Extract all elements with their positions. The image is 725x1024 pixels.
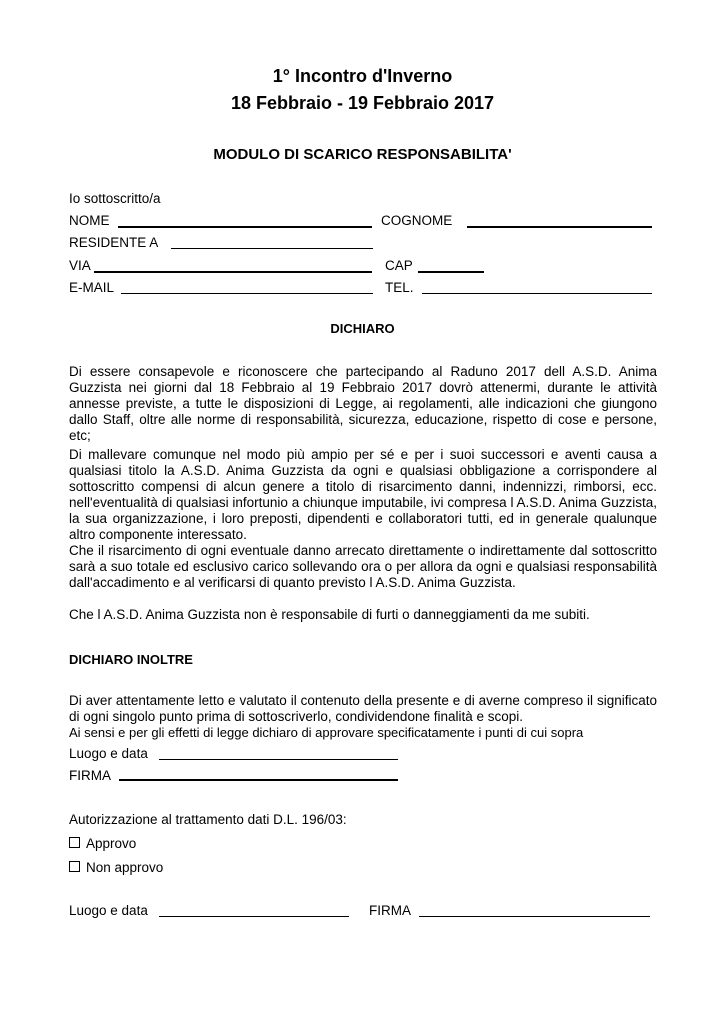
- email-label: E-MAIL: [69, 280, 115, 295]
- approvo-checkbox[interactable]: [69, 837, 80, 848]
- declaration2-paragraph-1: Di aver attentamente letto e valutato il contenuto della presente e di averne compreso il significato di ogni singolo punto prima di sottoscriverlo, condividendone finalità e scopi.: [69, 693, 657, 724]
- luogo-data-label-2: Luogo e data: [69, 903, 148, 918]
- email-field[interactable]: [121, 293, 373, 294]
- intro-label: Io sottoscritto/a: [69, 191, 161, 206]
- firma-label-1: FIRMA: [69, 768, 111, 783]
- approvo-label: Approvo: [86, 836, 137, 851]
- nome-field[interactable]: [118, 226, 372, 228]
- dichiaro-heading: DICHIARO: [330, 321, 395, 336]
- declaration2-paragraph-2: Ai sensi e per gli effetti di legge dichiaro di approvare specificatamente i punti di cui sopra: [69, 725, 584, 740]
- declaration-paragraph-2: Di mallevare comunque nel modo più ampio per sé e per i suoi successori e aventi causa a qualsiasi titolo la A.S.D. Anima Guzzista da ogni e qualsiasi obbligazione a corrispondere al sottoscritto compensi di alcun genere a titolo di risarcimento danni, indennizzi, rimborsi, ecc. nell'eventualità di qualsiasi infortunio a chiunque imputabile, ivi compresa l A.S.D. Anima Guzzista, la sua organizzazione, i loro preposti, dipendenti e collaboratori tutti, ed in generale qualunque altro componente interessato.: [69, 447, 657, 542]
- residente-field[interactable]: [171, 248, 373, 249]
- form-title: MODULO DI SCARICO RESPONSABILITA': [213, 146, 512, 163]
- non-approvo-label: Non approvo: [86, 860, 164, 875]
- approvo-option[interactable]: [69, 836, 136, 852]
- luogo-data-field-1[interactable]: [159, 759, 398, 760]
- non-approvo-option[interactable]: [69, 860, 163, 876]
- title-event: 1° Incontro d'Inverno: [272, 66, 453, 86]
- firma-field-2[interactable]: [419, 916, 650, 917]
- cap-label: CAP: [385, 258, 413, 273]
- nome-label: NOME: [69, 213, 110, 228]
- luogo-data-label-1: Luogo e data: [69, 746, 148, 761]
- declaration-paragraph-1: Di essere consapevole e riconoscere che partecipando al Raduno 2017 dell A.S.D. Anima Guzzista nei giorni dal 18 Febbraio al 19 Febbraio 2017 dovrò attenermi, durante le attività annesse previste, a tutte le disposizioni di Legge, ai regolamenti, alle indicazioni che giungono dallo Staff, oltre alle norme di responsabilità, sicurezza, educazione, rispetto di cose e persone, etc;: [69, 364, 657, 443]
- residente-label: RESIDENTE A: [69, 235, 159, 250]
- cap-field[interactable]: [418, 271, 484, 273]
- cognome-field[interactable]: [467, 226, 652, 228]
- via-label: VIA: [69, 258, 91, 273]
- dichiaro-inoltre-heading: DICHIARO INOLTRE: [69, 652, 193, 667]
- declaration-paragraph-3: Che il risarcimento di ogni eventuale danno arrecato direttamente o indirettamente dal sottoscritto sarà a suo totale ed esclusivo carico sollevando ora o per allora da ogni e qualsiasi responsabilità dall'accadimento e al verificarsi di quanto previsto l A.S.D. Anima Guzzista.: [69, 543, 657, 590]
- via-field[interactable]: [94, 271, 372, 273]
- title-dates: 18 Febbraio - 19 Febbraio 2017: [230, 93, 495, 113]
- privacy-label: Autorizzazione al trattamento dati D.L. 196/03:: [69, 812, 347, 827]
- luogo-data-field-2[interactable]: [159, 916, 349, 917]
- cognome-label: COGNOME: [381, 213, 453, 228]
- firma-label-2: FIRMA: [369, 903, 411, 918]
- non-approvo-checkbox[interactable]: [69, 861, 80, 872]
- tel-field[interactable]: [422, 293, 652, 294]
- declaration-paragraph-4: Che l A.S.D. Anima Guzzista non è responsabile di furti o danneggiamenti da me subiti.: [69, 607, 590, 622]
- firma-field-1[interactable]: [119, 779, 398, 781]
- tel-label: TEL.: [385, 280, 414, 295]
